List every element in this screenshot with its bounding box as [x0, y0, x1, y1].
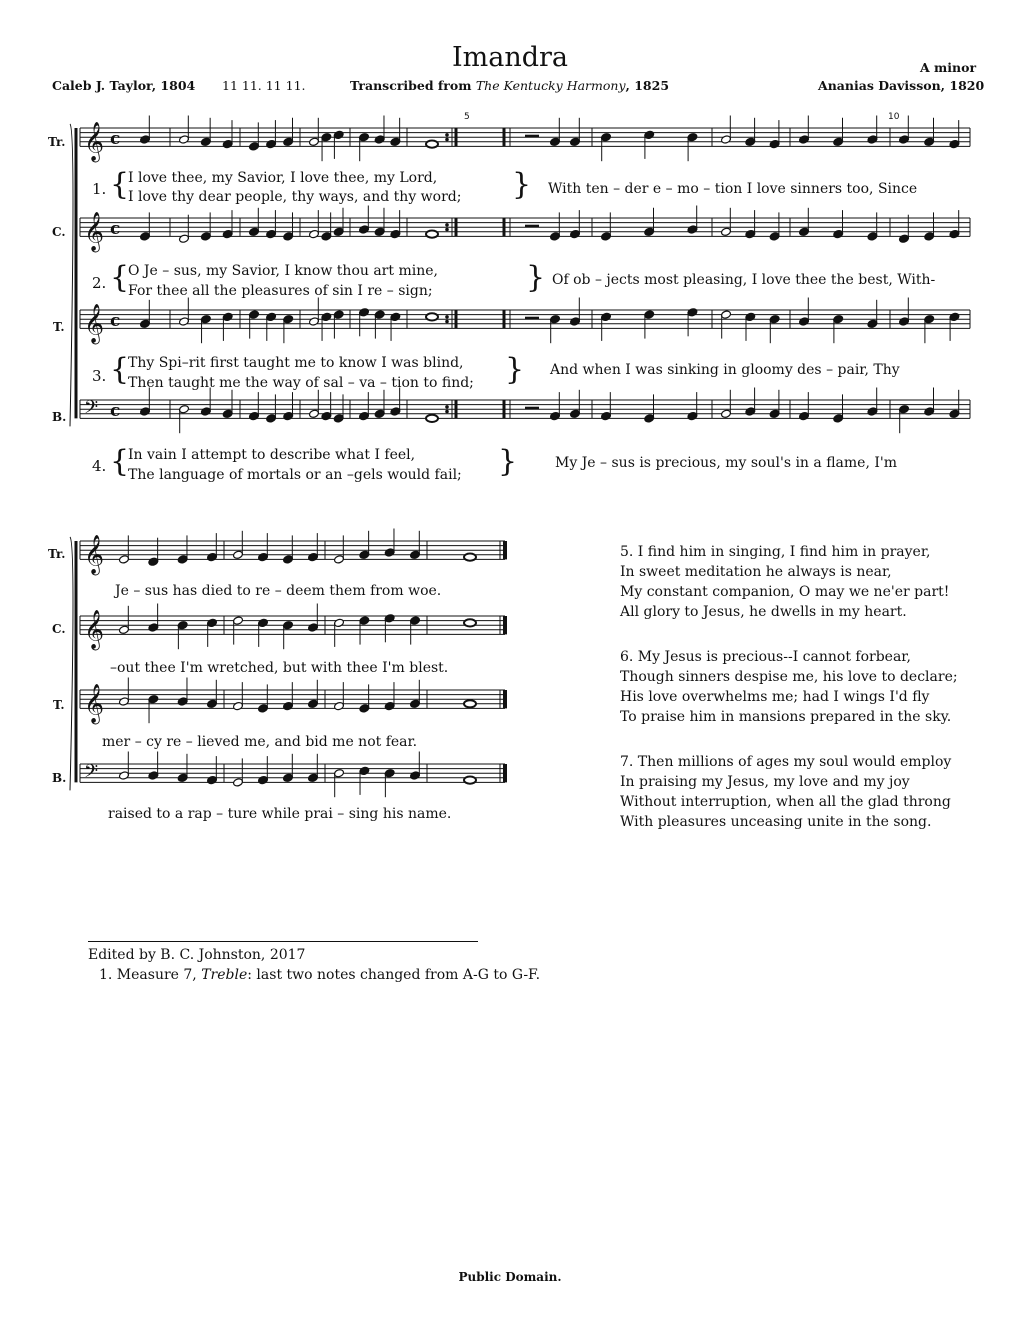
measure-number: 5	[464, 112, 470, 122]
verse1-refrain: With ten – der e – mo – tion I love sinners too, Since	[548, 181, 918, 197]
repeat-dot-icon	[445, 405, 449, 409]
staff-label-treble: Tr.	[48, 135, 66, 149]
system-bracket-curve	[70, 124, 73, 426]
verse-brace-close: }	[498, 444, 518, 479]
verse2-line2: For thee all the pleasures of sin I re – sign;	[128, 283, 433, 299]
treble-clef-icon: 𝄞	[84, 121, 105, 162]
verse-brace-close: }	[505, 352, 525, 387]
rest-icon	[525, 225, 539, 228]
arranger: Ananias Davisson, 1820	[818, 78, 985, 93]
source-title: The Kentucky Harmony	[475, 78, 626, 93]
stanza-line: Though sinners despise me, his love to declare;	[620, 669, 958, 685]
stanza-line: 5. I find him in singing, I find him in prayer,	[620, 544, 931, 560]
verse-brace-open: {	[110, 167, 130, 202]
staff-label-counter-2: C.	[52, 622, 66, 636]
common-time-icon: c	[110, 218, 121, 239]
notes-divider	[88, 941, 478, 942]
system-bracket-curve	[70, 537, 73, 790]
verse-brace-open: {	[110, 260, 130, 295]
whole-note-icon	[464, 700, 476, 707]
rest-icon	[525, 407, 539, 410]
verse-brace-open: {	[110, 352, 130, 387]
whole-note-icon	[464, 619, 476, 626]
key-signature-text: A minor	[920, 60, 977, 75]
treble-clef-icon: 𝄞	[84, 211, 105, 252]
meter: 11 11. 11 11.	[222, 78, 306, 93]
composer: Caleb J. Taylor, 1804	[52, 78, 196, 93]
bass-clef-icon: 𝄢	[84, 761, 99, 787]
source-prefix: Transcribed from	[350, 78, 476, 93]
stanza-line: To praise him in mansions prepared in the sky.	[620, 709, 952, 725]
staff-label-treble-2: Tr.	[48, 547, 66, 561]
system2-treble-lyric: Je – sus has died to re – deem them from woe.	[115, 583, 442, 599]
verse-number: 3.	[92, 367, 107, 385]
common-time-icon: c	[110, 400, 121, 421]
common-time-icon: c	[110, 310, 121, 331]
page-title: Imandra	[451, 42, 569, 73]
stanza-5	[620, 542, 949, 622]
verse3-line2: Then taught me the way of sal – va – tion to find;	[128, 375, 474, 391]
verse-brace-close: }	[526, 260, 546, 295]
note-prefix: 1. Measure 7,	[99, 967, 202, 983]
common-time-icon: c	[110, 128, 121, 149]
stanza-line: In praising my Jesus, my love and my joy	[620, 774, 910, 790]
treble-clef-icon: 𝄞	[84, 683, 105, 724]
stanza-line: Without interruption, when all the glad throng	[620, 794, 951, 810]
system2-tenor-lyric: mer – cy re – lieved me, and bid me not fear.	[102, 734, 418, 750]
measure-number: 10	[888, 112, 900, 122]
verse4-line1: In vain I attempt to describe what I feel,	[128, 447, 416, 463]
rest-icon	[525, 135, 539, 138]
verse-brace-open: {	[110, 444, 130, 479]
stanza-line: With pleasures unceasing unite in the song.	[620, 814, 932, 830]
stanza-line: All glory to Jesus, he dwells in my heart.	[620, 604, 907, 620]
verse-number: 2.	[92, 274, 107, 292]
treble-clef-icon: 𝄞	[84, 609, 105, 650]
staff-label-bass-2: B.	[52, 771, 67, 785]
whole-note-icon	[426, 415, 438, 422]
stanza-6	[620, 647, 958, 727]
rest-icon	[525, 317, 539, 320]
source-suffix: , 1825	[625, 78, 670, 93]
stanza-line: 6. My Jesus is precious--I cannot forbear,	[620, 649, 911, 665]
repeat-dot-icon	[445, 138, 449, 142]
repeat-dot-icon	[445, 223, 449, 227]
repeat-dot-icon	[445, 320, 449, 324]
verse2-refrain: Of ob – jects most pleasing, I love thee the best, With-	[552, 272, 936, 288]
editor-credit: Edited by B. C. Johnston, 2017	[88, 947, 306, 963]
stanza-line: In sweet meditation he always is near,	[620, 564, 892, 580]
verse3-refrain: And when I was sinking in gloomy des – pair, Thy	[550, 362, 900, 378]
repeat-dot-icon	[445, 315, 449, 319]
public-domain-footer: Public Domain.	[458, 1270, 562, 1284]
repeat-dot-icon	[445, 410, 449, 414]
whole-note-icon	[426, 141, 438, 148]
verse-number: 4.	[92, 457, 107, 475]
verse2-line1: O Je – sus, my Savior, I know thou art mine,	[128, 263, 438, 279]
staff-label-counter: C.	[52, 225, 66, 239]
staff-label-tenor: T.	[53, 320, 65, 334]
whole-note-icon	[426, 231, 438, 238]
staff-label-tenor-2: T.	[53, 698, 65, 712]
treble-clef-icon: 𝄞	[84, 303, 105, 344]
verse-number: 1.	[92, 180, 107, 198]
system2-counter-lyric: –out thee I'm wretched, but with thee I'm blest.	[110, 660, 449, 676]
stanza-line: My constant companion, O may we ne'er part!	[620, 584, 950, 600]
system2-bass-lyric: raised to a rap – ture while prai – sing his name.	[108, 806, 452, 822]
repeat-dot-icon	[445, 133, 449, 137]
bass-clef-icon: 𝄢	[84, 397, 99, 423]
verse-brace-close: }	[512, 167, 532, 202]
staff-label-bass: B.	[52, 410, 67, 424]
verse1-line1: I love thee, my Savior, I love thee, my Lord,	[128, 170, 438, 186]
note-suffix: : last two notes changed from A-G to G-F.	[247, 967, 541, 983]
verse4-line2: The language of mortals or an –gels would fail;	[128, 467, 462, 483]
verse4-refrain: My Je – sus is precious, my soul's in a flame, I'm	[555, 455, 897, 471]
editorial-note	[99, 967, 540, 983]
note-voice: Treble	[201, 967, 248, 983]
stanza-7	[620, 752, 951, 832]
whole-note-icon	[426, 313, 438, 320]
whole-note-icon	[464, 777, 476, 784]
stanza-line: 7. Then millions of ages my soul would employ	[620, 754, 952, 770]
stanza-line: His love overwhelms me; had I wings I'd fly	[620, 689, 930, 705]
verse1-line2: I love thy dear people, thy ways, and thy word;	[128, 189, 462, 205]
verse3-line1: Thy Spi–rit first taught me to know I was blind,	[128, 355, 464, 371]
repeat-dot-icon	[445, 228, 449, 232]
treble-clef-icon: 𝄞	[84, 534, 105, 575]
whole-note-icon	[464, 554, 476, 561]
